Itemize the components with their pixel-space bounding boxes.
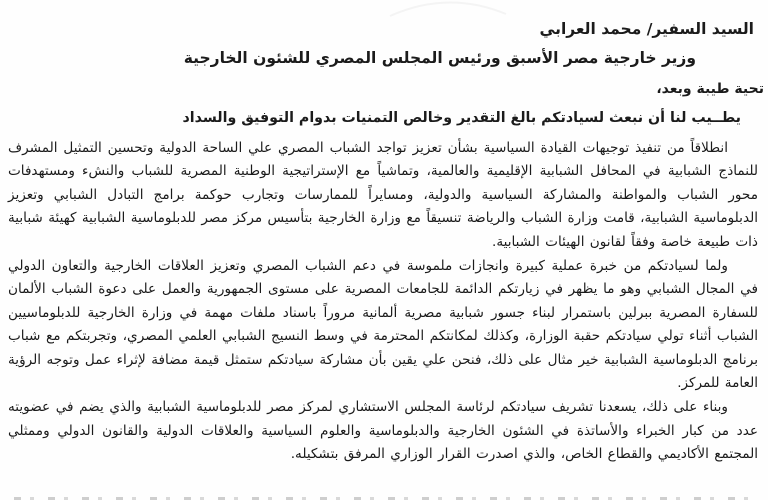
opening-compliment-line: يطــيب لنا أن نبعث لسيادتكم بالغ التقدير وخالص التمنيات بدوام التوفيق والسداد bbox=[182, 110, 741, 126]
paragraph-initiative: انطلاقاً من تنفيذ توجيهات القيادة السياسية بشأن تعزيز تواجد الشباب المصري علي الساحة الدولية وتحسين التمثيل المشرف للنماذج الشبابية في المحافل الشبابية الإقليمية والعالمية، وتماشياً مع الإستراتيجية الوطنية المصرية للشباب والنشء ومستهدفات محور الشباب والمواطنة والمشاركة السياسية والدولية، ومسايراً للممارسات وتجارب حوكمة برامج التبادل الشبابي وتعزيز الدبلوماسية الشبابية، قامت وزارة الشباب والرياضة تنسيقاً مع وزارة الخارجية بتأسيس مركز مصر للدبلوماسية الشبابية كهيئة شبابية ذات طبيعة خاصة وفقاً لقانون الهيئات الشبابية. bbox=[8, 140, 758, 250]
recipient-name: السيد السفير/ محمد العرابي bbox=[539, 20, 754, 38]
paragraph-invitation: وبناء على ذلك، يسعدنا تشريف سيادتكم لرئاسة المجلس الاستشاري لمركز مصر للدبلوماسية الشبابية والذي يضم في عضويته عدد من كبار الخبراء والأساتذة في الشئون الخارجية والدبلوماسية والعلوم السياسية والعلاقات الدولية والقانون الدولي وممثلي المجتمع الأكاديمي والقطاع الخاص، والذي اصدرت القرار الوزاري المرفق بتشكيله. bbox=[8, 399, 758, 463]
letter-header bbox=[0, 0, 768, 129]
letter-body bbox=[8, 137, 758, 467]
paragraph-experience: ولما لسيادتكم من خبرة عملية كبيرة وانجازات ملموسة في دعم الشباب المصري وتعزيز العلاقات الخارجية والتعاون الدولي في المجال الشبابي وهو ما يظهر في زيارتكم الدائمة للجامعات المصرية على مستوى الجمهورية والعمل على دعوة الشباب الألمان للسفارة المصرية ببرلين باستمرار لبناء جسور شبابية مصرية ألمانية مروراً باسناد ملفات مهمة في وزارة الخارجية للدبلوماسيين الشباب أثناء تولي سيادتكم حقبة الوزارة، وكذلك لمكانتكم المحترمة في وسط النسيج الشبابي العلمي المصري، وتجربتكم مع شباب برنامج الدبلوماسية الشبابية خير مثال على ذلك، فنحن علي يقين بأن مشاركة سيادتكم ستمثل قيمة مضافة لإثراء عمل وتوجه الرؤية العامة للمركز. bbox=[8, 258, 758, 392]
salutation-line: تحية طيبة وبعد، bbox=[656, 81, 764, 97]
recipient-title: وزير خارجية مصر الأسبق ورئيس المجلس المصري للشئون الخارجية bbox=[183, 49, 696, 67]
